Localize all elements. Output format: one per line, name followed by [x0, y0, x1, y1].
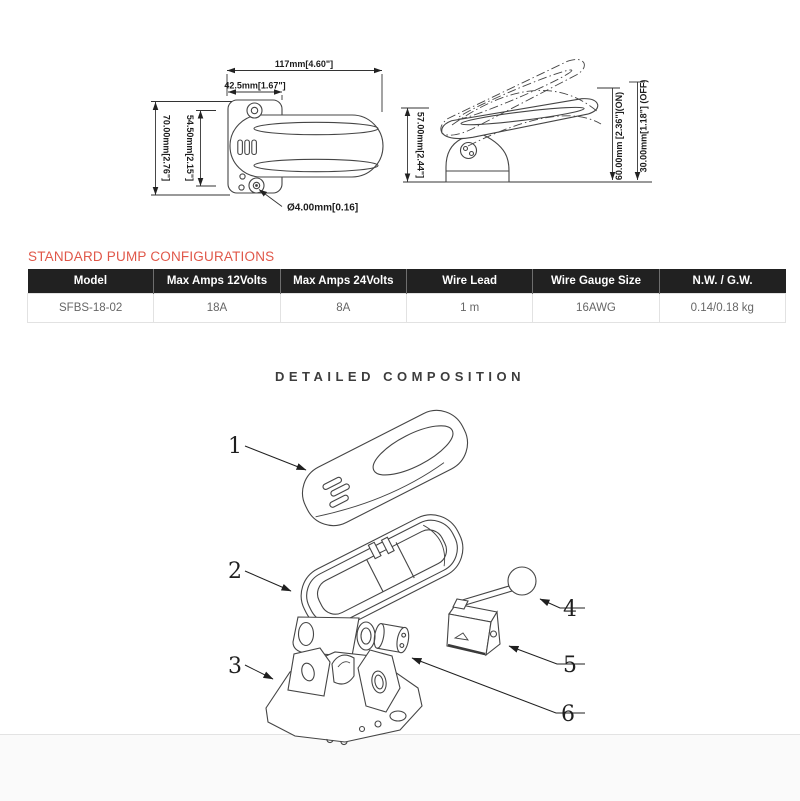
part-ball-lever	[459, 567, 536, 606]
side-view-dimensions	[401, 82, 645, 182]
part-label-3: 3	[228, 654, 242, 679]
part-label-4: 4	[563, 597, 577, 622]
pump-configurations-title: STANDARD PUMP CONFIGURATIONS	[28, 249, 275, 264]
part-pivot-pin	[373, 623, 411, 654]
cell-max-amps-24v: 8A	[280, 294, 406, 323]
dim-height-off: 30.00mm[1.18"] (OFF)	[638, 79, 649, 173]
part-micro-switch	[447, 599, 500, 655]
technical-drawings	[0, 0, 800, 250]
pedestal-outline	[446, 133, 509, 182]
col-max-amps-24v: Max Amps 24Volts	[280, 269, 406, 294]
col-wire-gauge: Wire Gauge Size	[533, 269, 659, 294]
part-mounting-bracket	[266, 648, 422, 745]
cell-model: SFBS-18-02	[28, 294, 154, 323]
cell-wire-gauge: 16AWG	[533, 294, 659, 323]
pump-configurations-table	[27, 269, 786, 323]
pump-configurations-section	[27, 249, 786, 323]
detailed-composition-title: DETAILED COMPOSITION	[274, 369, 526, 384]
dim-width-total: 117mm[4.60"]	[274, 59, 334, 69]
body-hinge-block	[293, 617, 375, 656]
table-row	[28, 294, 786, 323]
col-weight: N.W. / G.W.	[659, 269, 785, 294]
pedal-off-position	[440, 97, 600, 141]
dim-height-holes: 54.50mm[2.15"]	[185, 114, 195, 182]
cell-weight: 0.14/0.18 kg	[659, 294, 785, 323]
part-cover	[293, 400, 478, 535]
part-label-6: 6	[561, 702, 575, 727]
col-wire-lead: Wire Lead	[406, 269, 532, 294]
screw-hole-top	[247, 103, 262, 118]
dim-height-body: 57.00mm[2.44"]	[415, 111, 426, 179]
part-label-5: 5	[563, 653, 577, 678]
col-max-amps-12v: Max Amps 12Volts	[154, 269, 280, 294]
cell-wire-lead: 1 m	[406, 294, 532, 323]
exploded-diagram	[0, 395, 800, 770]
dim-width-flange: 42.5mm[1.67"]	[224, 80, 286, 91]
table-header-row	[28, 269, 786, 294]
dim-height-total: 70.00mm[2.76"]	[161, 114, 172, 182]
col-model: Model	[28, 269, 154, 294]
dim-height-on: 60.00mm [2.36"](ON)	[614, 91, 624, 181]
cell-max-amps-12v: 18A	[154, 294, 280, 323]
part-label-1: 1	[228, 434, 242, 459]
top-view-drawing	[228, 100, 383, 193]
dim-hole-diameter: Ø4.00mm[0.16]	[287, 202, 359, 214]
screw-hole-bottom	[249, 178, 264, 193]
part-label-2: 2	[228, 559, 242, 584]
